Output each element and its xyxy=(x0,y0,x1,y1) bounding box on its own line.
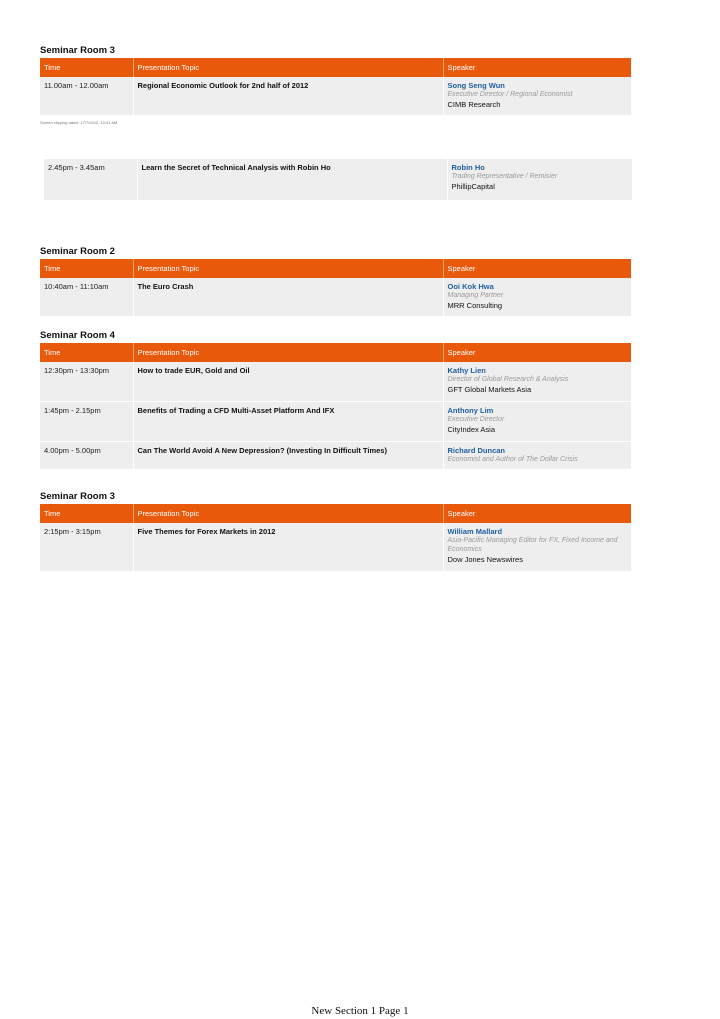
speaker-name: Anthony Lim xyxy=(447,405,494,415)
room-title: Seminar Room 2 xyxy=(40,246,115,257)
table-row xyxy=(40,401,631,441)
header-time: Time xyxy=(40,343,133,362)
speaker-name: Song Seng Wun xyxy=(447,81,505,90)
speaker-role: Executive Director / Regional Economist xyxy=(447,91,573,98)
schedule-table xyxy=(44,159,632,201)
topic-cell: How to trade EUR, Gold and Oil xyxy=(133,362,443,401)
header-topic: Presentation Topic xyxy=(133,58,443,77)
seminar-block-3 xyxy=(40,245,631,317)
table-header-row xyxy=(40,504,631,523)
speaker-role: Executive Director xyxy=(447,415,505,423)
speaker-name: William Mallard xyxy=(447,527,503,536)
seminar-block-1 xyxy=(40,44,631,116)
header-time: Time xyxy=(40,259,133,278)
speaker-name: Richard Duncan xyxy=(447,445,506,455)
schedule-table xyxy=(40,343,631,470)
time-cell: 12:30pm - 13:30pm xyxy=(40,362,133,401)
speaker-role: Director of Global Research & Analysis xyxy=(447,376,569,383)
time-cell: 1:45pm - 2.15pm xyxy=(40,401,133,441)
table-header-row xyxy=(40,58,631,77)
speaker-org: GFT Global Markets Asia xyxy=(447,385,532,394)
room-title: Seminar Room 3 xyxy=(40,45,115,56)
speaker-cell xyxy=(443,523,631,571)
speaker-org: Dow Jones Newswires xyxy=(447,555,523,564)
topic-cell: The Euro Crash xyxy=(133,278,443,317)
speaker-role: Trading Representative / Remisier xyxy=(451,173,558,180)
schedule-table xyxy=(40,58,631,116)
speaker-role: Economist and Author of The Dollar Crisis xyxy=(447,455,578,463)
screen-clipping-note: Screen clipping taken: 17/7/2012, 10:41 AM xyxy=(40,120,118,125)
time-cell: 2:15pm - 3:15pm xyxy=(40,523,133,571)
table-row xyxy=(40,278,631,317)
time-cell: 10:40am - 11:10am xyxy=(40,278,133,317)
speaker-org: MRR Consulting xyxy=(447,301,503,310)
speaker-role: Asia-Pacific Managing Editor for FX, Fixed Income and Economics xyxy=(447,537,618,553)
header-time: Time xyxy=(40,58,133,77)
header-topic: Presentation Topic xyxy=(133,259,443,278)
table-row xyxy=(40,441,631,469)
header-speaker: Speaker xyxy=(443,343,631,362)
topic-cell: Five Themes for Forex Markets in 2012 xyxy=(133,523,443,571)
seminar-block-5 xyxy=(40,490,631,572)
topic-cell: Benefits of Trading a CFD Multi-Asset Platform And IFX xyxy=(133,401,443,441)
room-title: Seminar Room 3 xyxy=(40,491,115,502)
table-header-row xyxy=(40,259,631,278)
header-speaker: Speaker xyxy=(443,259,631,278)
speaker-role: Managing Partner xyxy=(447,292,504,299)
schedule-table xyxy=(40,259,631,317)
speaker-cell xyxy=(443,362,631,401)
schedule-table xyxy=(40,504,631,572)
table-row xyxy=(44,159,632,200)
topic-cell: Regional Economic Outlook for 2nd half of 2012 xyxy=(133,77,443,116)
header-topic: Presentation Topic xyxy=(133,504,443,523)
speaker-org: CityIndex Asia xyxy=(447,424,496,434)
speaker-org: CIMB Research xyxy=(447,100,501,109)
seminar-block-4 xyxy=(40,329,631,470)
table-header-row xyxy=(40,343,631,362)
header-time: Time xyxy=(40,504,133,523)
topic-cell: Can The World Avoid A New Depression? (Investing In Difficult Times) xyxy=(133,441,443,469)
speaker-name: Robin Ho xyxy=(451,163,485,172)
table-row xyxy=(40,523,631,571)
speaker-cell xyxy=(447,159,632,200)
seminar-block-2 xyxy=(44,159,632,201)
topic-cell: Learn the Secret of Technical Analysis with Robin Ho xyxy=(137,159,447,200)
page-footer: New Section 1 Page 1 xyxy=(311,1005,409,1017)
table-row xyxy=(40,77,631,116)
time-cell: 11.00am - 12.00am xyxy=(40,77,133,116)
time-cell: 2.45pm - 3.45am xyxy=(44,159,137,200)
speaker-cell xyxy=(443,278,631,317)
speaker-org: PhillipCapital xyxy=(451,182,495,191)
header-speaker: Speaker xyxy=(443,58,631,77)
time-cell: 4.00pm - 5.00pm xyxy=(40,441,133,469)
header-topic: Presentation Topic xyxy=(133,343,443,362)
speaker-name: Kathy Lien xyxy=(447,366,486,375)
table-row xyxy=(40,362,631,401)
speaker-cell xyxy=(443,77,631,116)
header-speaker: Speaker xyxy=(443,504,631,523)
room-title: Seminar Room 4 xyxy=(40,330,115,341)
speaker-cell xyxy=(443,441,631,469)
speaker-name: Ooi Kok Hwa xyxy=(447,282,494,291)
speaker-cell xyxy=(443,401,631,441)
